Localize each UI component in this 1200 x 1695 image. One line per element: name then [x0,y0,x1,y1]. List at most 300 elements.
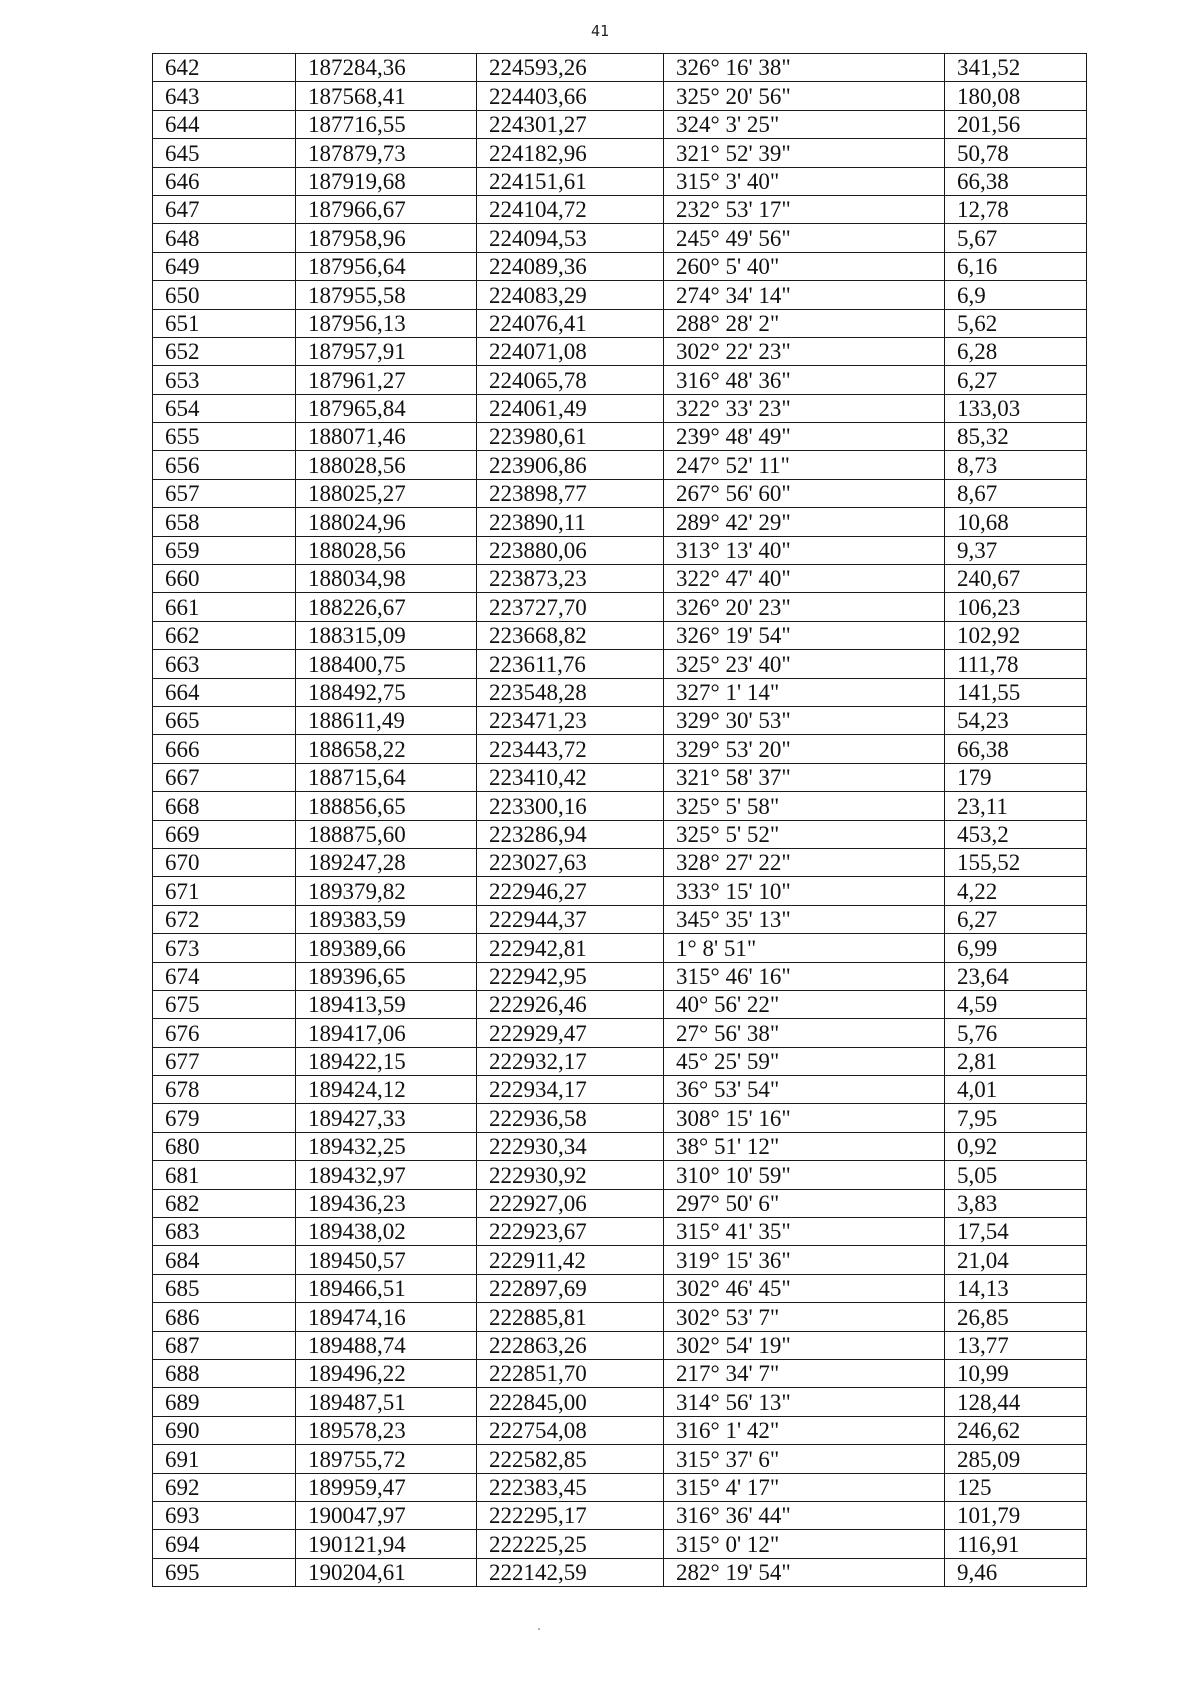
point-number-cell: 668 [153,792,296,820]
distance-cell: 54,23 [945,706,1087,734]
distance-cell: 4,22 [945,877,1087,905]
x-coordinate-cell: 189383,59 [296,905,477,933]
bearing-cell: 325° 5' 58" [664,792,945,820]
distance-cell: 4,01 [945,1076,1087,1104]
distance-cell: 23,11 [945,792,1087,820]
x-coordinate-cell: 188028,56 [296,451,477,479]
y-coordinate-cell: 223300,16 [477,792,664,820]
point-number-cell: 683 [153,1218,296,1246]
x-coordinate-cell: 187956,64 [296,252,477,280]
distance-cell: 6,16 [945,252,1087,280]
distance-cell: 6,27 [945,905,1087,933]
bearing-cell: 313° 13' 40" [664,536,945,564]
distance-cell: 50,78 [945,139,1087,167]
table-row [153,735,1087,763]
bearing-cell: 325° 5' 52" [664,820,945,848]
x-coordinate-cell: 189450,57 [296,1246,477,1274]
point-number-cell: 656 [153,451,296,479]
y-coordinate-cell: 222930,34 [477,1132,664,1160]
point-number-cell: 645 [153,139,296,167]
table-row [153,1303,1087,1331]
table-row [153,252,1087,280]
x-coordinate-cell: 189432,25 [296,1132,477,1160]
table-row [153,848,1087,876]
table-row [153,508,1087,536]
y-coordinate-cell: 222295,17 [477,1501,664,1529]
distance-cell: 66,38 [945,167,1087,195]
y-coordinate-cell: 222930,92 [477,1161,664,1189]
table-row [153,281,1087,309]
page-number: 41 [590,22,610,40]
y-coordinate-cell: 224104,72 [477,195,664,223]
distance-cell: 341,52 [945,54,1087,82]
table-row [153,423,1087,451]
bearing-cell: 345° 35' 13" [664,905,945,933]
distance-cell: 285,09 [945,1445,1087,1473]
bearing-cell: 319° 15' 36" [664,1246,945,1274]
point-number-cell: 670 [153,848,296,876]
table-row [153,479,1087,507]
x-coordinate-cell: 187961,27 [296,366,477,394]
y-coordinate-cell: 224083,29 [477,281,664,309]
y-coordinate-cell: 223443,72 [477,735,664,763]
distance-cell: 101,79 [945,1501,1087,1529]
table-row [153,1189,1087,1217]
table-row [153,650,1087,678]
distance-cell: 2,81 [945,1047,1087,1075]
bearing-cell: 325° 23' 40" [664,650,945,678]
distance-cell: 5,76 [945,1019,1087,1047]
y-coordinate-cell: 222929,47 [477,1019,664,1047]
bearing-cell: 326° 16' 38" [664,54,945,82]
bearing-cell: 267° 56' 60" [664,479,945,507]
y-coordinate-cell: 222934,17 [477,1076,664,1104]
y-coordinate-cell: 224593,26 [477,54,664,82]
x-coordinate-cell: 188856,65 [296,792,477,820]
bearing-cell: 316° 1' 42" [664,1416,945,1444]
distance-cell: 133,03 [945,394,1087,422]
point-number-cell: 674 [153,962,296,990]
bearing-cell: 1° 8' 51" [664,934,945,962]
table-row [153,1274,1087,1302]
table-row [153,82,1087,110]
point-number-cell: 671 [153,877,296,905]
distance-cell: 155,52 [945,848,1087,876]
bearing-cell: 288° 28' 2" [664,309,945,337]
distance-cell: 179 [945,763,1087,791]
point-number-cell: 680 [153,1132,296,1160]
bearing-cell: 315° 46' 16" [664,962,945,990]
point-number-cell: 686 [153,1303,296,1331]
table-row [153,1416,1087,1444]
distance-cell: 14,13 [945,1274,1087,1302]
table-row [153,1161,1087,1189]
distance-cell: 12,78 [945,195,1087,223]
distance-cell: 111,78 [945,650,1087,678]
bearing-cell: 239° 48' 49" [664,423,945,451]
bearing-cell: 38° 51' 12" [664,1132,945,1160]
distance-cell: 246,62 [945,1416,1087,1444]
point-number-cell: 655 [153,423,296,451]
table-row [153,820,1087,848]
table-row [153,1047,1087,1075]
bearing-cell: 316° 36' 44" [664,1501,945,1529]
y-coordinate-cell: 224061,49 [477,394,664,422]
bearing-cell: 302° 53' 7" [664,1303,945,1331]
table-row [153,706,1087,734]
y-coordinate-cell: 224065,78 [477,366,664,394]
y-coordinate-cell: 222851,70 [477,1359,664,1387]
bearing-cell: 315° 3' 40" [664,167,945,195]
table-row [153,110,1087,138]
distance-cell: 240,67 [945,565,1087,593]
table-row [153,224,1087,252]
point-number-cell: 694 [153,1530,296,1558]
table-row [153,1331,1087,1359]
distance-cell: 8,67 [945,479,1087,507]
point-number-cell: 692 [153,1473,296,1501]
distance-cell: 5,67 [945,224,1087,252]
bearing-cell: 321° 52' 39" [664,139,945,167]
point-number-cell: 679 [153,1104,296,1132]
bearing-cell: 316° 48' 36" [664,366,945,394]
x-coordinate-cell: 189413,59 [296,990,477,1018]
y-coordinate-cell: 222927,06 [477,1189,664,1217]
x-coordinate-cell: 189396,65 [296,962,477,990]
bearing-cell: 232° 53' 17" [664,195,945,223]
table-row [153,167,1087,195]
x-coordinate-cell: 188071,46 [296,423,477,451]
y-coordinate-cell: 223890,11 [477,508,664,536]
distance-cell: 6,99 [945,934,1087,962]
y-coordinate-cell: 224182,96 [477,139,664,167]
distance-cell: 5,62 [945,309,1087,337]
bearing-cell: 322° 33' 23" [664,394,945,422]
coordinates-table-body [153,54,1087,1587]
y-coordinate-cell: 222946,27 [477,877,664,905]
y-coordinate-cell: 222897,69 [477,1274,664,1302]
point-number-cell: 681 [153,1161,296,1189]
x-coordinate-cell: 189755,72 [296,1445,477,1473]
bearing-cell: 302° 22' 23" [664,337,945,365]
x-coordinate-cell: 188492,75 [296,678,477,706]
y-coordinate-cell: 222225,25 [477,1530,664,1558]
x-coordinate-cell: 188025,27 [296,479,477,507]
bearing-cell: 302° 54' 19" [664,1331,945,1359]
x-coordinate-cell: 189379,82 [296,877,477,905]
distance-cell: 125 [945,1473,1087,1501]
table-row [153,309,1087,337]
x-coordinate-cell: 187568,41 [296,82,477,110]
distance-cell: 66,38 [945,735,1087,763]
x-coordinate-cell: 190121,94 [296,1530,477,1558]
point-number-cell: 685 [153,1274,296,1302]
table-row [153,195,1087,223]
bearing-cell: 247° 52' 11" [664,451,945,479]
bearing-cell: 274° 34' 14" [664,281,945,309]
x-coordinate-cell: 188226,67 [296,593,477,621]
x-coordinate-cell: 187955,58 [296,281,477,309]
table-row [153,536,1087,564]
y-coordinate-cell: 223471,23 [477,706,664,734]
bearing-cell: 314° 56' 13" [664,1388,945,1416]
y-coordinate-cell: 222911,42 [477,1246,664,1274]
table-row [153,934,1087,962]
x-coordinate-cell: 189487,51 [296,1388,477,1416]
x-coordinate-cell: 187284,36 [296,54,477,82]
point-number-cell: 667 [153,763,296,791]
table-row [153,1019,1087,1047]
point-number-cell: 659 [153,536,296,564]
table-row [153,621,1087,649]
y-coordinate-cell: 223410,42 [477,763,664,791]
table-row [153,366,1087,394]
table-row [153,1359,1087,1387]
y-coordinate-cell: 222582,85 [477,1445,664,1473]
bearing-cell: 328° 27' 22" [664,848,945,876]
x-coordinate-cell: 188611,49 [296,706,477,734]
y-coordinate-cell: 223286,94 [477,820,664,848]
distance-cell: 201,56 [945,110,1087,138]
table-row [153,139,1087,167]
bearing-cell: 325° 20' 56" [664,82,945,110]
distance-cell: 10,68 [945,508,1087,536]
x-coordinate-cell: 187716,55 [296,110,477,138]
table-row [153,394,1087,422]
x-coordinate-cell: 189427,33 [296,1104,477,1132]
x-coordinate-cell: 187957,91 [296,337,477,365]
bearing-cell: 321° 58' 37" [664,763,945,791]
bearing-cell: 315° 41' 35" [664,1218,945,1246]
x-coordinate-cell: 189417,06 [296,1019,477,1047]
distance-cell: 23,64 [945,962,1087,990]
y-coordinate-cell: 223727,70 [477,593,664,621]
point-number-cell: 647 [153,195,296,223]
y-coordinate-cell: 224071,08 [477,337,664,365]
point-number-cell: 660 [153,565,296,593]
y-coordinate-cell: 222942,81 [477,934,664,962]
point-number-cell: 643 [153,82,296,110]
bearing-cell: 324° 3' 25" [664,110,945,138]
table-row [153,1104,1087,1132]
point-number-cell: 691 [153,1445,296,1473]
y-coordinate-cell: 222923,67 [477,1218,664,1246]
distance-cell: 102,92 [945,621,1087,649]
distance-cell: 4,59 [945,990,1087,1018]
bearing-cell: 322° 47' 40" [664,565,945,593]
x-coordinate-cell: 187956,13 [296,309,477,337]
bearing-cell: 310° 10' 59" [664,1161,945,1189]
x-coordinate-cell: 189436,23 [296,1189,477,1217]
point-number-cell: 661 [153,593,296,621]
point-number-cell: 646 [153,167,296,195]
point-number-cell: 665 [153,706,296,734]
distance-cell: 116,91 [945,1530,1087,1558]
point-number-cell: 651 [153,309,296,337]
distance-cell: 9,37 [945,536,1087,564]
y-coordinate-cell: 223611,76 [477,650,664,678]
point-number-cell: 673 [153,934,296,962]
x-coordinate-cell: 188315,09 [296,621,477,649]
x-coordinate-cell: 187958,96 [296,224,477,252]
table-row [153,1530,1087,1558]
distance-cell: 21,04 [945,1246,1087,1274]
bearing-cell: 217° 34' 7" [664,1359,945,1387]
point-number-cell: 687 [153,1331,296,1359]
x-coordinate-cell: 189578,23 [296,1416,477,1444]
bearing-cell: 282° 19' 54" [664,1558,945,1586]
y-coordinate-cell: 223880,06 [477,536,664,564]
x-coordinate-cell: 188715,64 [296,763,477,791]
table-row [153,1473,1087,1501]
point-number-cell: 675 [153,990,296,1018]
bearing-cell: 302° 46' 45" [664,1274,945,1302]
distance-cell: 6,9 [945,281,1087,309]
y-coordinate-cell: 223906,86 [477,451,664,479]
x-coordinate-cell: 189389,66 [296,934,477,962]
bearing-cell: 329° 53' 20" [664,735,945,763]
distance-cell: 9,46 [945,1558,1087,1586]
y-coordinate-cell: 224403,66 [477,82,664,110]
point-number-cell: 695 [153,1558,296,1586]
table-row [153,54,1087,82]
table-row [153,1501,1087,1529]
point-number-cell: 682 [153,1189,296,1217]
y-coordinate-cell: 224301,27 [477,110,664,138]
point-number-cell: 658 [153,508,296,536]
point-number-cell: 664 [153,678,296,706]
table-row [153,593,1087,621]
bearing-cell: 289° 42' 29" [664,508,945,536]
point-number-cell: 689 [153,1388,296,1416]
point-number-cell: 657 [153,479,296,507]
bearing-cell: 333° 15' 10" [664,877,945,905]
x-coordinate-cell: 188028,56 [296,536,477,564]
y-coordinate-cell: 222142,59 [477,1558,664,1586]
point-number-cell: 666 [153,735,296,763]
x-coordinate-cell: 189496,22 [296,1359,477,1387]
bearing-cell: 40° 56' 22" [664,990,945,1018]
bearing-cell: 45° 25' 59" [664,1047,945,1075]
point-number-cell: 684 [153,1246,296,1274]
distance-cell: 0,92 [945,1132,1087,1160]
y-coordinate-cell: 222932,17 [477,1047,664,1075]
point-number-cell: 649 [153,252,296,280]
x-coordinate-cell: 189432,97 [296,1161,477,1189]
y-coordinate-cell: 223898,77 [477,479,664,507]
distance-cell: 5,05 [945,1161,1087,1189]
table-row [153,451,1087,479]
x-coordinate-cell: 187919,68 [296,167,477,195]
y-coordinate-cell: 223873,23 [477,565,664,593]
table-row [153,1246,1087,1274]
y-coordinate-cell: 222383,45 [477,1473,664,1501]
point-number-cell: 644 [153,110,296,138]
y-coordinate-cell: 222845,00 [477,1388,664,1416]
y-coordinate-cell: 222944,37 [477,905,664,933]
distance-cell: 180,08 [945,82,1087,110]
distance-cell: 85,32 [945,423,1087,451]
x-coordinate-cell: 189422,15 [296,1047,477,1075]
x-coordinate-cell: 189466,51 [296,1274,477,1302]
point-number-cell: 676 [153,1019,296,1047]
table-row [153,990,1087,1018]
point-number-cell: 652 [153,337,296,365]
table-row [153,905,1087,933]
y-coordinate-cell: 224089,36 [477,252,664,280]
table-row [153,678,1087,706]
bearing-cell: 315° 4' 17" [664,1473,945,1501]
bearing-cell: 315° 37' 6" [664,1445,945,1473]
table-row [153,337,1087,365]
y-coordinate-cell: 222926,46 [477,990,664,1018]
y-coordinate-cell: 223980,61 [477,423,664,451]
table-row [153,565,1087,593]
bearing-cell: 297° 50' 6" [664,1189,945,1217]
x-coordinate-cell: 190204,61 [296,1558,477,1586]
x-coordinate-cell: 189424,12 [296,1076,477,1104]
distance-cell: 141,55 [945,678,1087,706]
point-number-cell: 672 [153,905,296,933]
y-coordinate-cell: 223668,82 [477,621,664,649]
point-number-cell: 662 [153,621,296,649]
y-coordinate-cell: 222942,95 [477,962,664,990]
x-coordinate-cell: 190047,97 [296,1501,477,1529]
y-coordinate-cell: 222936,58 [477,1104,664,1132]
x-coordinate-cell: 189474,16 [296,1303,477,1331]
point-number-cell: 669 [153,820,296,848]
bearing-cell: 326° 19' 54" [664,621,945,649]
point-number-cell: 678 [153,1076,296,1104]
bearing-cell: 27° 56' 38" [664,1019,945,1047]
x-coordinate-cell: 188875,60 [296,820,477,848]
table-row [153,1445,1087,1473]
x-coordinate-cell: 189247,28 [296,848,477,876]
x-coordinate-cell: 188658,22 [296,735,477,763]
y-coordinate-cell: 222885,81 [477,1303,664,1331]
point-number-cell: 642 [153,54,296,82]
x-coordinate-cell: 187879,73 [296,139,477,167]
y-coordinate-cell: 224151,61 [477,167,664,195]
distance-cell: 128,44 [945,1388,1087,1416]
bearing-cell: 315° 0' 12" [664,1530,945,1558]
scan-speck [538,1628,540,1630]
distance-cell: 8,73 [945,451,1087,479]
bearing-cell: 260° 5' 40" [664,252,945,280]
x-coordinate-cell: 189959,47 [296,1473,477,1501]
table-row [153,1388,1087,1416]
distance-cell: 6,28 [945,337,1087,365]
bearing-cell: 329° 30' 53" [664,706,945,734]
point-number-cell: 653 [153,366,296,394]
bearing-cell: 245° 49' 56" [664,224,945,252]
bearing-cell: 326° 20' 23" [664,593,945,621]
distance-cell: 17,54 [945,1218,1087,1246]
distance-cell: 106,23 [945,593,1087,621]
x-coordinate-cell: 187965,84 [296,394,477,422]
distance-cell: 13,77 [945,1331,1087,1359]
distance-cell: 453,2 [945,820,1087,848]
table-row [153,1132,1087,1160]
point-number-cell: 654 [153,394,296,422]
point-number-cell: 663 [153,650,296,678]
table-row [153,1558,1087,1586]
x-coordinate-cell: 188400,75 [296,650,477,678]
point-number-cell: 688 [153,1359,296,1387]
table-row [153,1076,1087,1104]
bearing-cell: 308° 15' 16" [664,1104,945,1132]
table-row [153,792,1087,820]
